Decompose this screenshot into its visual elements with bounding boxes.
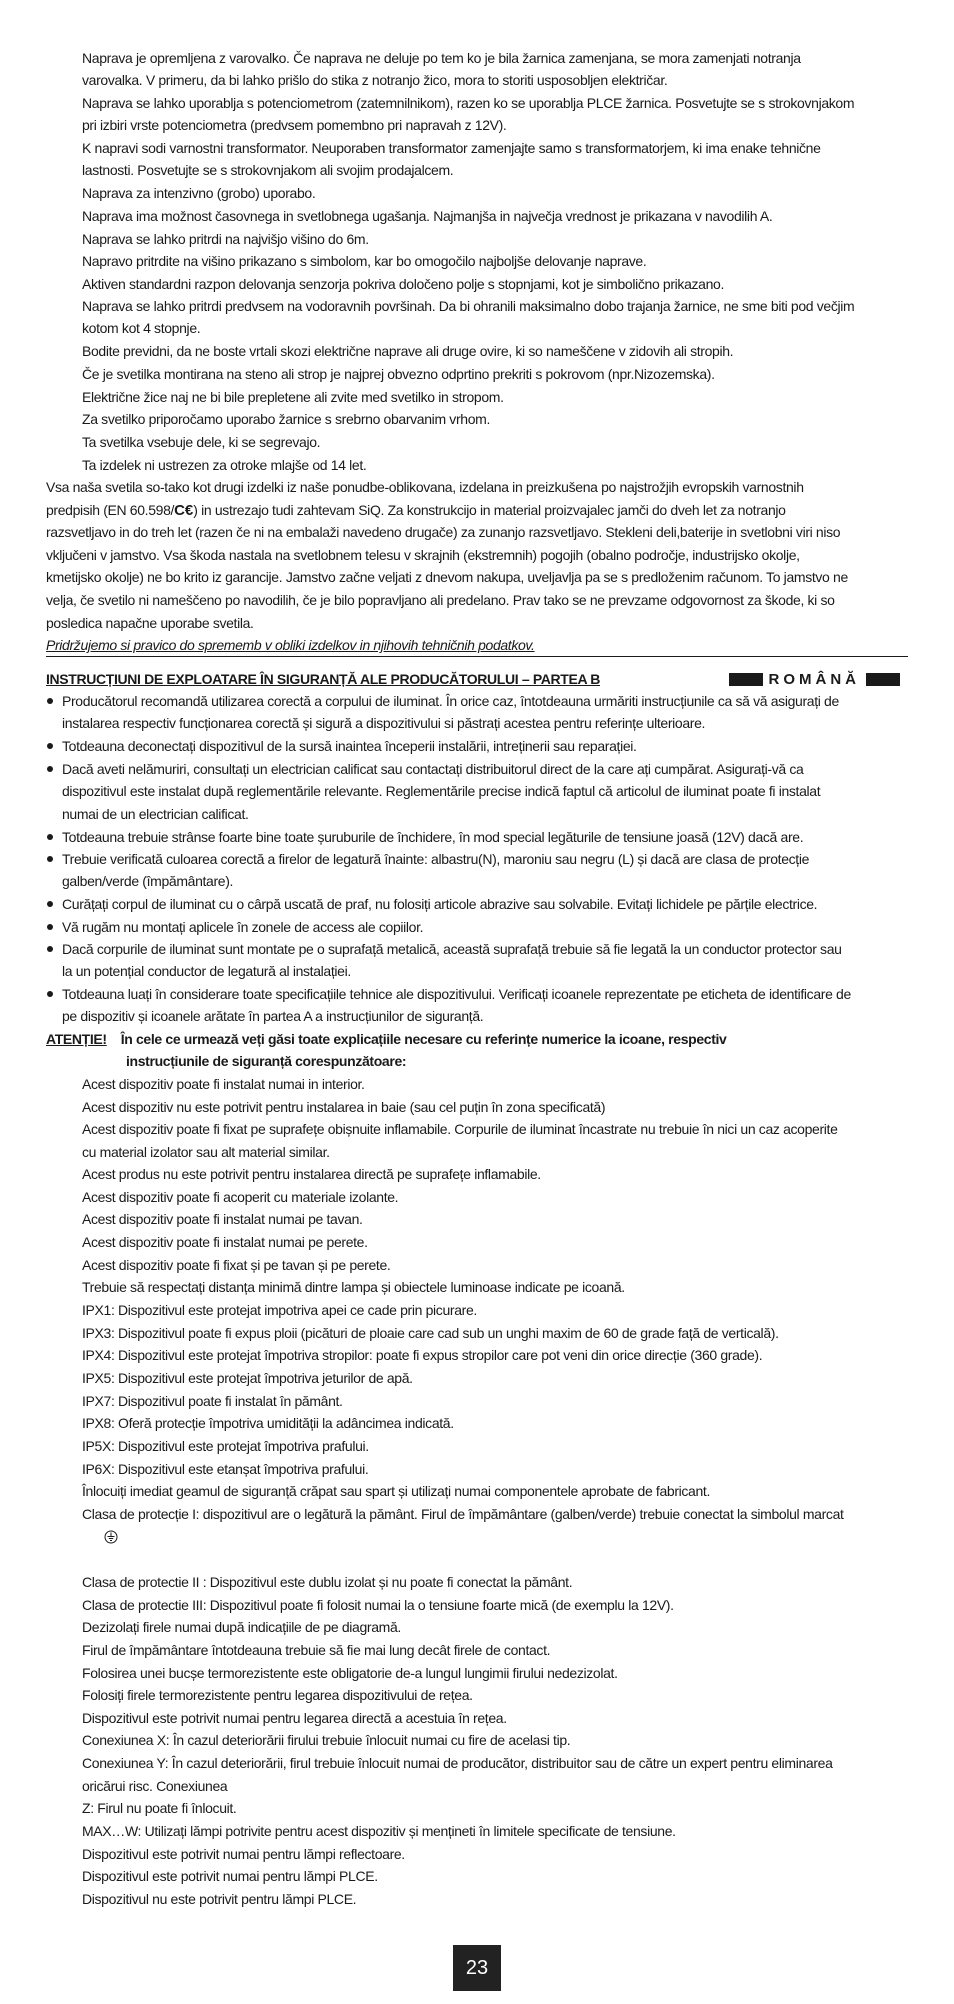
ro-icon-line: Acest dispozitiv poate fi instalat numai pe tavan. <box>82 1211 363 1227</box>
ro-icon-line: Acest dispozitiv poate fi instalat numai pe perete. <box>82 1234 368 1250</box>
ro-bullet-line: numai de un electrician calificat. <box>62 806 249 822</box>
ro-icon-line: Folosirea unei bucșe termorezistente este obligatorie de-a lungul lungimii firului nedezizolat. <box>82 1665 618 1681</box>
ro-icon-line: Dezizolați firele numai după indicațiile de pe diagramă. <box>82 1619 401 1635</box>
sl-line: lastnosti. Posvetujte se s strokovnjakom ali svojim prodajalcem. <box>82 162 454 178</box>
ro-icon-line: Folosiți firele termorezistente pentru legarea dispozitivului de rețea. <box>82 1687 473 1703</box>
attention-line: ATENȚIE! În cele ce urmează veți găsi toate explicațiile necesare cu referințe numerice la icoane, respectiv <box>46 1031 727 1047</box>
ro-icon-line: Acest dispozitiv poate fi fixat pe suprafețe obișnuite inflamabile. Corpurile de iluminat încastrate nu trebuie în nici un caz acoperite <box>82 1121 838 1137</box>
section-divider <box>46 656 908 657</box>
sl-line: Naprava ima možnost časovnega in svetlobnega ugašanja. Najmanjša in največja vrednost je prikazana v navodilih A. <box>82 208 773 224</box>
ro-icon-line: MAX…W: Utilizați lămpi potrivite pentru acest dispozitiv și mențineti în limitele specificate de tensiune. <box>82 1823 676 1839</box>
sl-line: Za svetilko priporočamo uporabo žarnice s srebrno obarvanim vrhom. <box>82 411 490 427</box>
ro-icon-line: IP6X: Dispozitivul este etanșat împotriva prafului. <box>82 1461 369 1477</box>
sl-line: K napravi sodi varnostni transformator. Neuporaben transformator zamenjajte samo s transformatorjem, ki ima enake tehnične <box>82 140 821 156</box>
bullet-icon <box>47 766 53 772</box>
sl-line: Ta svetilka vsebuje dele, ki se segrevajo. <box>82 434 321 450</box>
sl-warranty-line: razsvetljavo in do treh let (razen če ni na embalaži navedeno drugače) za zunanjo razsvetljavo. Stekleni deli,baterije in svetlobni viri niso <box>46 524 841 540</box>
ro-icon-line: Clasa de protectie III: Dispozitivul poate fi folosit numai la o tensiune foarte mică (de exemplu la 12V). <box>82 1597 674 1613</box>
ro-bullet-line: Trebuie verificată culoarea corectă a firelor de legatură înainte: albastru(N), maroniu sau negru (L) și dacă are clasa de protecție <box>62 851 810 867</box>
ro-icon-line: Acest dispozitiv poate fi fixat și pe tavan și pe perete. <box>82 1257 391 1273</box>
sl-warranty-line: vključeni v jamstvo. Vsa škoda nastala na svetlobnem telesu v skrajnih (ekstremnih) pogojih (obalno področje, industrijsko okolje, <box>46 547 800 563</box>
ro-bullet-line: instalarea respectiv funcționarea corectă și sigură a dispozitivului si păstrați acestea pentru referințe ulterioare. <box>62 715 706 731</box>
language-bar-left <box>729 673 763 686</box>
bullet-icon <box>47 991 53 997</box>
sl-warranty-line: predpisih (EN 60.598/C€) in ustrezajo tudi zahtevam SiQ. Za konstrukcijo in material proizvajalec jamči do dveh let za notranjo <box>46 502 786 519</box>
ro-bullet-line: Totdeauna deconectați dispozitivul de la sursă inaintea începerii instalării, intreținerii sau reparației. <box>62 738 637 754</box>
ro-icon-line: Dispozitivul este potrivit numai pentru lămpi reflectoare. <box>82 1846 405 1862</box>
bullet-icon <box>47 743 53 749</box>
earth-ground-icon <box>104 1530 118 1544</box>
ro-section-heading: INSTRUCȚIUNI DE EXPLOATARE ÎN SIGURANȚĂ ALE PRODUCĂTORULUI – PARTEA B <box>46 671 601 687</box>
ro-icon-line: Dispozitivul este potrivit numai pentru lămpi PLCE. <box>82 1868 378 1884</box>
sl-line: Naprava je opremljena z varovalko. Če naprava ne deluje po tem ko je bila žarnica zamenjana, se mora zamenjati notranja <box>82 50 801 66</box>
ro-icon-line: Conexiunea X: În cazul deteriorării firului trebuie înlocuit numai cu fire de acelasi tip. <box>82 1732 571 1748</box>
ro-bullet-line: pe dispozitiv și icoanele arătate în partea A a instrucțiunilor de siguranță. <box>62 1008 484 1024</box>
sl-line: Ta izdelek ni ustrezen za otroke mlajše od 14 let. <box>82 457 367 473</box>
language-label: ROMÂNĂ <box>723 670 907 688</box>
attention-line: instrucțiunile de siguranță corespunzătoare: <box>126 1053 407 1069</box>
ro-bullet-line: galben/verde (împământare). <box>62 873 234 889</box>
attention-label: ATENȚIE! <box>46 1031 107 1047</box>
ro-bullet-line: Totdeauna luați în considerare toate specificațiile tehnice ale dispozitivului. Verificați icoanele reprezentate pe eticheta de identificare de <box>62 986 851 1002</box>
ro-bullet-line: la un potențial conductor de legatură al instalației. <box>62 963 351 979</box>
bullet-icon <box>47 698 53 704</box>
bullet-icon <box>47 901 53 907</box>
sl-line: Če je svetilka montirana na steno ali strop je najprej obvezno odprtino prekriti s pokrovom (npr.Nizozemska). <box>82 366 715 382</box>
sl-line: Bodite previdni, da ne boste vrtali skozi električne naprave ali druge ovire, ki so nameščene v zidovih ali stropih. <box>82 343 734 359</box>
language-bar-right <box>866 673 900 686</box>
ro-icon-line: IPX3: Dispozitivul poate fi expus ploii (picături de ploaie care cad sub un unghi maxim de 60 de grade față de verticală). <box>82 1325 779 1341</box>
sl-line: Električne žice naj ne bi bile prepletene ali zvite med svetilko in stropom. <box>82 389 504 405</box>
ro-icon-line: IPX7: Dispozitivul poate fi instalat în pământ. <box>82 1393 343 1409</box>
ro-icon-line: Dispozitivul nu este potrivit pentru lămpi PLCE. <box>82 1891 357 1907</box>
sl-line: Naprava se lahko uporablja s potenciometrom (zatemnilnikom), razen ko se uporablja PLCE žarnica. Posvetujte se s strokovnjakom <box>82 95 855 111</box>
sl-warranty-line: posledica napačne uporabe svetila. <box>46 615 254 631</box>
ro-icon-line: Acest dispozitiv nu este potrivit pentru instalarea in baie (sau cel puțin în zona specificată) <box>82 1099 606 1115</box>
ro-icon-line: oricărui risc. Conexiunea <box>82 1778 228 1794</box>
ro-icon-line: Acest produs nu este potrivit pentru instalarea directă pe suprafețe inflamabile. <box>82 1166 541 1182</box>
sl-disclaimer: Pridržujemo si pravico do sprememb v obliki izdelkov in njihovih tehničnih podatkov. <box>46 637 535 653</box>
ro-bullet-line: Producătorul recomandă utilizarea corectă a corpului de iluminat. În orice caz, întotdeauna urmăriti instrucțiunile ca să vă asigurați de <box>62 693 839 709</box>
ro-bullet-line: dispozitivul este instalat după reglementările relevante. Reglementările precise indică faptul că articolul de iluminat poate fi instalat <box>62 783 821 799</box>
ce-mark-icon: C€ <box>174 502 194 519</box>
ro-icon-line: Firul de împământare întotdeauna trebuie să fie mai lung decât firele de contact. <box>82 1642 551 1658</box>
sl-line: Aktiven standardni razpon delovanja senzorja pokriva določeno polje s stopnjami, kot je simbolično prikazano. <box>82 276 725 292</box>
ro-bullet-line: Dacă aveti nelămuriri, consultați un electrician calificat sau contactați distribuitorul direct de la care ați cumpărat. Asigurați-vă ca <box>62 761 804 777</box>
ro-icon-line: Clasa de protecție I: dispozitivul are o legătură la pământ. Firul de împământare (galben/verde) trebuie conectat la simbolul marcat <box>82 1506 844 1522</box>
bullet-icon <box>47 834 53 840</box>
sl-line: Naprava se lahko pritrdi predvsem na vodoravnih površinah. Da bi ohranili maksimalno dobo trajanja žarnice, ne sme biti pod večjim <box>82 298 855 314</box>
ro-icon-line: Înlocuiți imediat geamul de siguranță crăpat sau spart și utilizați numai componentele aprobate de fabricant. <box>82 1483 711 1499</box>
sl-line: Naprava za intenzivno (grobo) uporabo. <box>82 185 316 201</box>
ro-icon-line: IPX1: Dispozitivul este protejat impotriva apei ce cade prin picurare. <box>82 1302 477 1318</box>
page-number: 23 <box>453 1945 501 1991</box>
ro-icon-line: Clasa de protectie II : Dispozitivul este dublu izolat și nu poate fi conectat la pământ. <box>82 1574 573 1590</box>
bullet-icon <box>47 856 53 862</box>
ro-icon-line: cu material izolator sau alt material similar. <box>82 1144 330 1160</box>
ro-bullet-line: Dacă corpurile de iluminat sunt montate pe o suprafață metalică, această suprafață trebuie să fie legată la un conductor protector sau <box>62 941 842 957</box>
ro-icon-line: IPX8: Oferă protecție împotriva umidității la adâncimea indicată. <box>82 1415 454 1431</box>
ro-icon-line: Dispozitivul este potrivit numai pentru legarea directă a acestuia în rețea. <box>82 1710 507 1726</box>
ro-bullet-line: Curățați corpul de iluminat cu o cârpă uscată de praf, nu folosiți articole abrazive sau solvabile. Evitați lichidele pe părțile electrice. <box>62 896 818 912</box>
ro-bullet-line: Vă rugăm nu montați aplicele în zonele de access ale copiilor. <box>62 919 424 935</box>
bullet-icon <box>47 946 53 952</box>
sl-line: varovalka. V primeru, da bi lahko prišlo do stika z notranjo žico, mora to storiti usposobljen električar. <box>82 72 668 88</box>
ro-icon-line: Trebuie să respectați distanța minimă dintre lampa și obiectele luminoase indicate pe icoană. <box>82 1279 625 1295</box>
sl-line: Naprava se lahko pritrdi na najvišjo višino do 6m. <box>82 231 369 247</box>
ro-icon-line: IPX5: Dispozitivul este protejat împotriva jeturilor de apă. <box>82 1370 413 1386</box>
sl-line: pri izbiri vrste potenciometra (predvsem pomembno pri napravah z 12V). <box>82 117 507 133</box>
ro-icon-line: Z: Firul nu poate fi înlocuit. <box>82 1800 237 1816</box>
sl-line: kotom kot 4 stopnje. <box>82 320 201 336</box>
sl-warranty-line: velja, če svetilo ni nameščeno po navodilih, če je bilo popravljano ali predelano. Prav tako se ne prevzame odgovornost za škode, ki so <box>46 592 835 608</box>
ro-icon-line: IP5X: Dispozitivul este protejat împotriva prafului. <box>82 1438 369 1454</box>
sl-warranty-line: kmetijsko okolje) ne bo krito iz garancije. Jamstvo začne veljati z dnevom nakupa, uveljavlja pa se s predloženim računom. To jamstvo ne <box>46 569 848 585</box>
ro-icon-line: Acest dispozitiv poate fi instalat numai in interior. <box>82 1076 365 1092</box>
bullet-icon <box>47 924 53 930</box>
ro-bullet-line: Totdeauna trebuie strânse foarte bine toate șuruburile de închidere, în mod special legăturile de tensiune joasă (12V) dacă are. <box>62 829 804 845</box>
ro-icon-line: Conexiunea Y: În cazul deteriorării, firul trebuie înlocuit numai de producător, distribuitor sau de către un expert pentru eliminarea <box>82 1755 833 1771</box>
ro-icon-line: Acest dispozitiv poate fi acoperit cu materiale izolante. <box>82 1189 399 1205</box>
ro-icon-line: IPX4: Dispozitivul este protejat împotriva stropilor: poate fi expus stropilor care pot veni din orice direcție (360 grade). <box>82 1347 763 1363</box>
sl-warranty-line: Vsa naša svetila so-tako kot drugi izdelki iz naše ponudbe-oblikovana, izdelana in preizkušena po najstrožjih evropskih varnostnih <box>46 479 804 495</box>
sl-line: Napravo pritrdite na višino prikazano s simbolom, kar bo omogočilo najboljše delovanje naprave. <box>82 253 647 269</box>
